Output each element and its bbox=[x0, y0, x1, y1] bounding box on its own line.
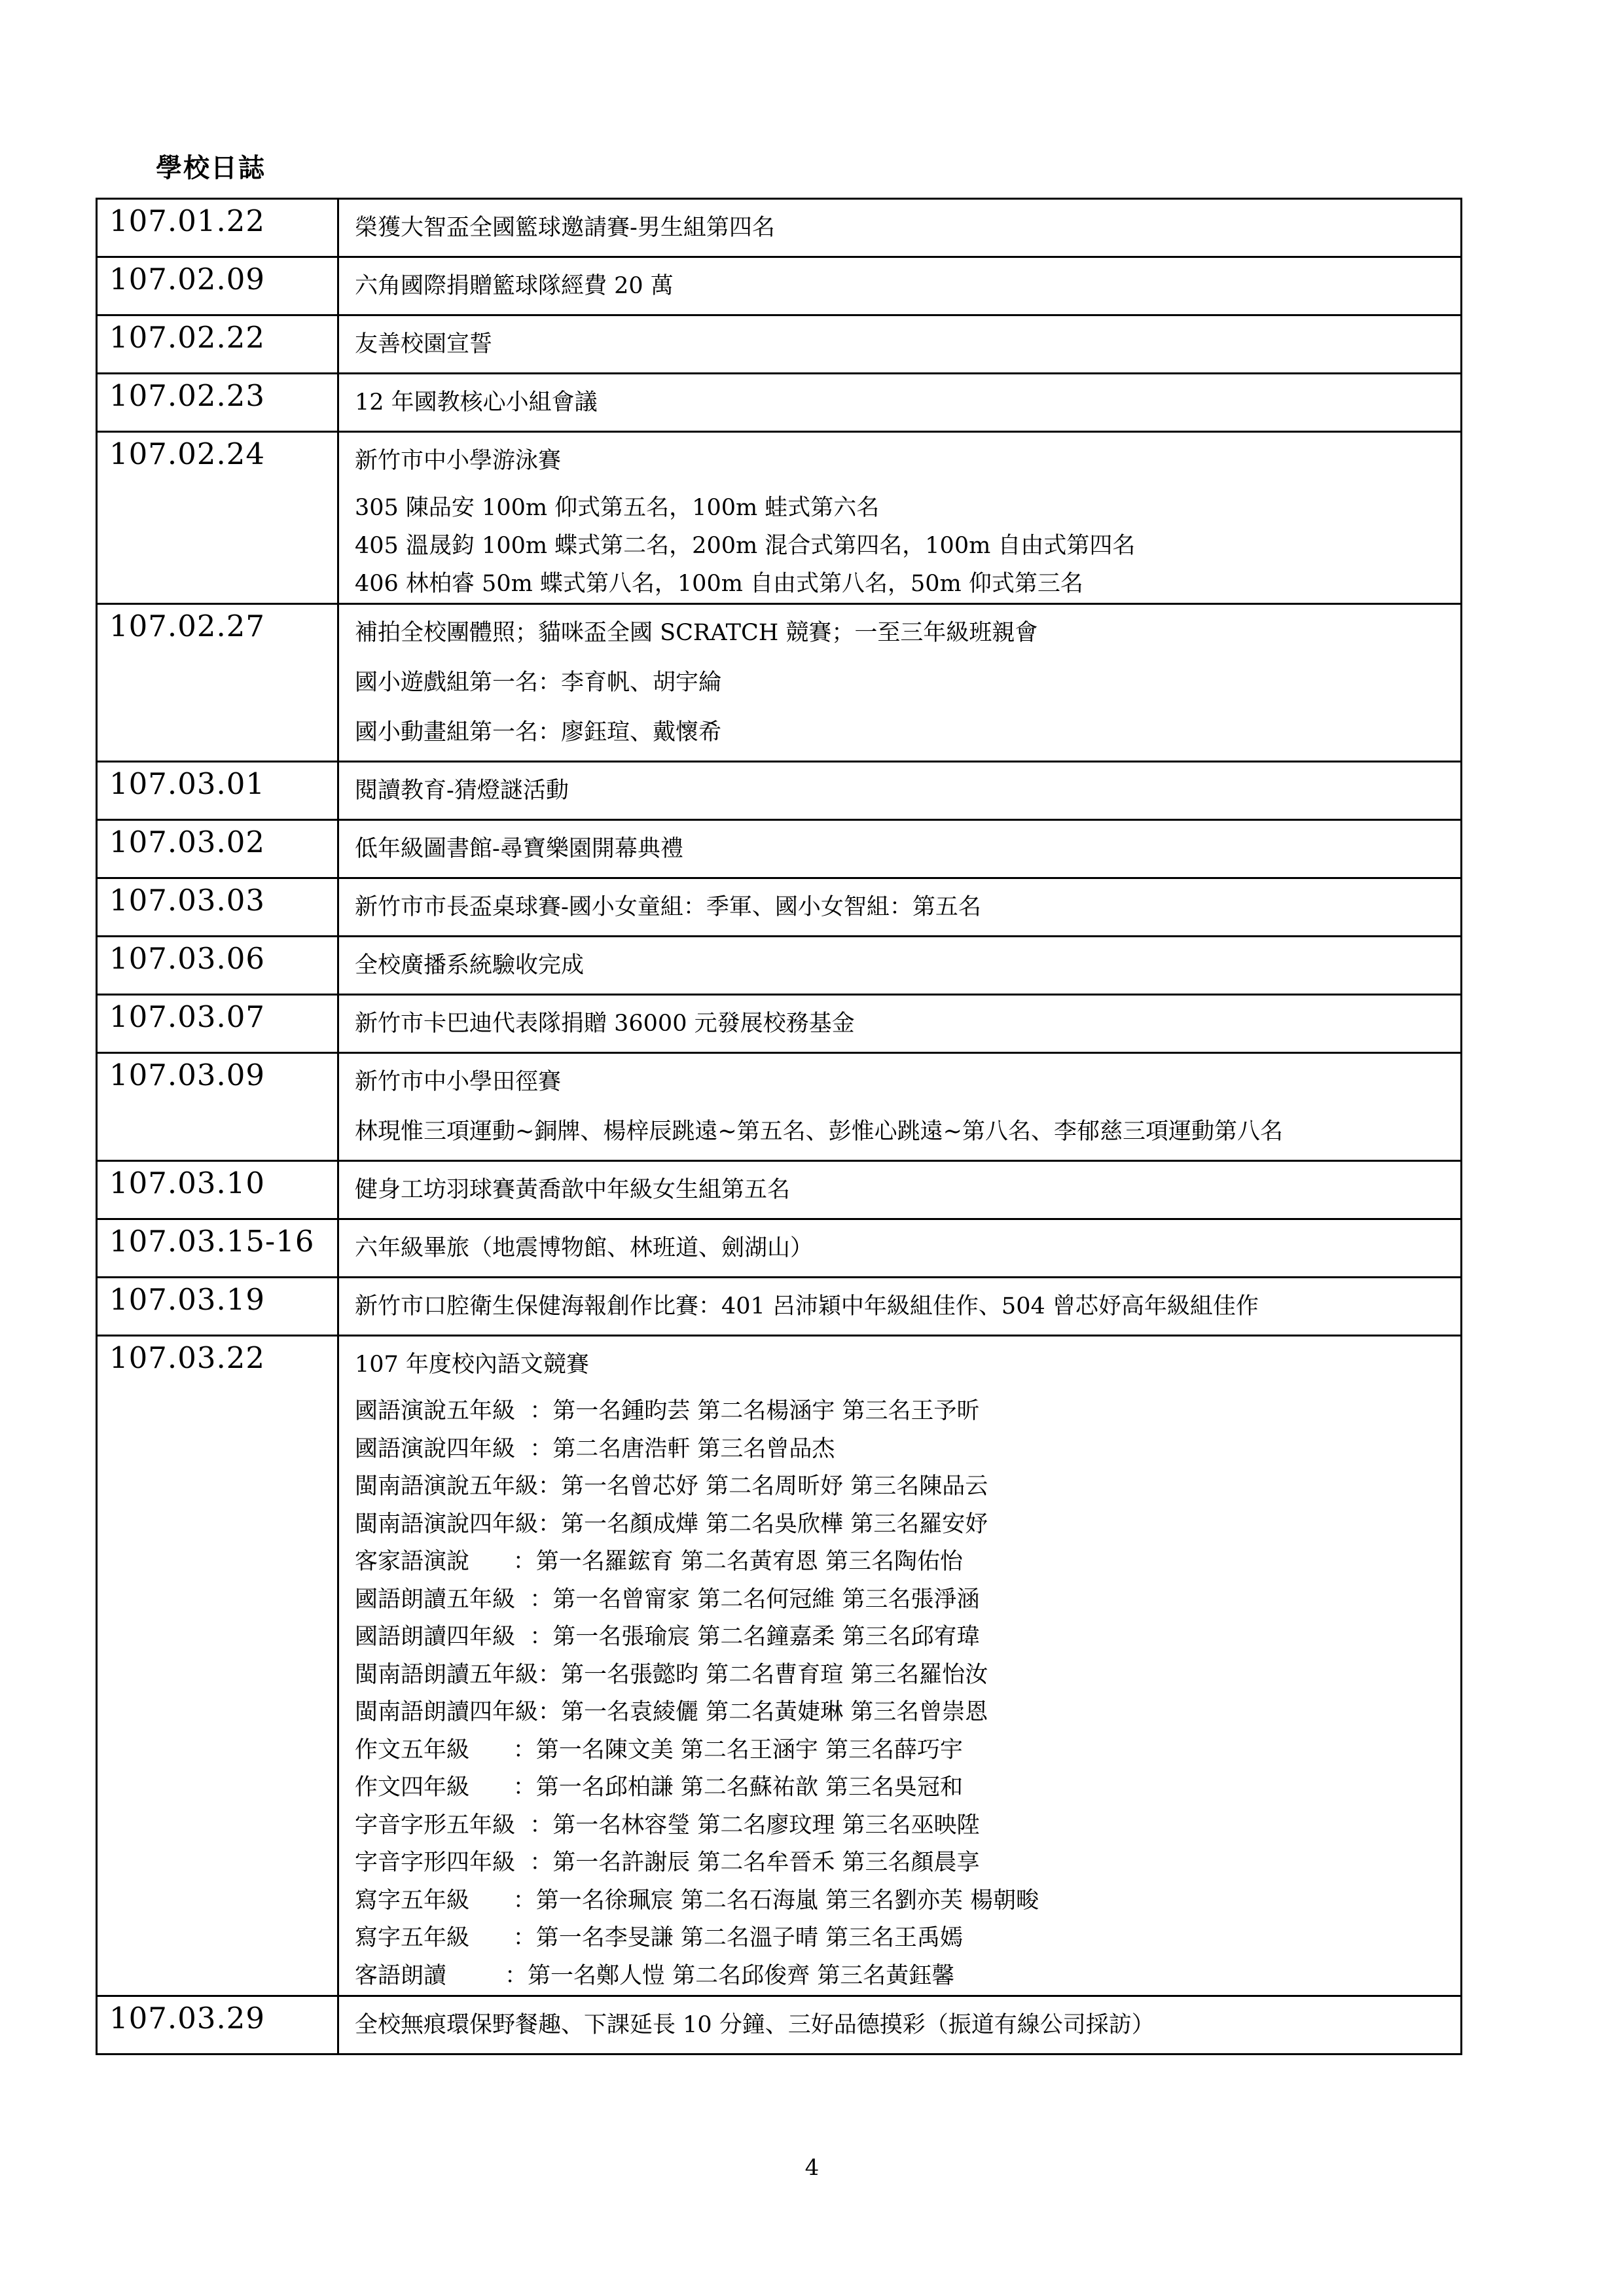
competition-result: 字音字形五年級 ：第一名林容瑩 第二名廖玟理 第三名巫映陞 bbox=[355, 1812, 980, 1839]
entry-event bbox=[338, 432, 1462, 604]
page-number: 4 bbox=[804, 2155, 820, 2181]
competition-category: 客語朗讀 bbox=[355, 1962, 505, 1989]
entry-event bbox=[338, 1996, 1462, 2054]
event-line: 榮獲大智盃全國籃球邀請賽-男生組第四名 bbox=[355, 215, 775, 241]
entry-event bbox=[338, 1336, 1462, 1996]
entry-date: 107.03.03 bbox=[97, 878, 338, 937]
competition-result: 閩南語朗讀四年級：第一名袁綾儷 第二名黃婕琳 第三名曾崇恩 bbox=[355, 1699, 988, 1725]
entry-date: 107.03.22 bbox=[97, 1336, 338, 1996]
table-row bbox=[97, 199, 1462, 257]
event-line: 補拍全校團體照；貓咪盃全國 SCRATCH 競賽；一至三年級班親會 bbox=[355, 620, 1038, 646]
competition-result: 客語朗讀 ：第一名鄭人愷 第二名邱俊齊 第三名黃鈺馨 bbox=[355, 1962, 955, 1989]
entry-event bbox=[338, 762, 1462, 820]
competition-winners: 第一名徐珮宸 第二名石海嵐 第三名劉亦芙 楊朝畯 bbox=[535, 1887, 1039, 1914]
school-log-table bbox=[96, 198, 1462, 2055]
competition-winners: 第二名唐浩軒 第三名曾品杰 bbox=[552, 1435, 835, 1462]
competition-category: 國語演說五年級 bbox=[355, 1398, 530, 1424]
entry-event bbox=[338, 1053, 1462, 1161]
event-line: 六角國際捐贈籃球隊經費 20 萬 bbox=[355, 273, 674, 299]
competition-result: 客家語演說 ：第一名羅鋐育 第二名黃宥恩 第三名陶佑怡 bbox=[355, 1549, 964, 1575]
table-row bbox=[97, 762, 1462, 820]
table-row bbox=[97, 604, 1462, 762]
competition-winners: 第一名林容瑩 第二名廖玟理 第三名巫映陞 bbox=[552, 1812, 980, 1839]
competition-result: 字音字形四年級 ：第一名許謝辰 第二名牟晉禾 第三名顏晨享 bbox=[355, 1850, 980, 1876]
competition-result: 閩南語演說四年級：第一名顏成燁 第二名吳欣樺 第三名羅安妤 bbox=[355, 1511, 988, 1537]
table-row bbox=[97, 1161, 1462, 1219]
competition-winners: 第一名羅鋐育 第二名黃宥恩 第三名陶佑怡 bbox=[535, 1549, 964, 1575]
competition-result: 國語朗讀五年級 ：第一名曾甯家 第二名何冠維 第三名張淨涵 bbox=[355, 1586, 980, 1613]
competition-winners: 第一名曾芯妤 第二名周昕妤 第三名陳品云 bbox=[561, 1473, 988, 1499]
table-row bbox=[97, 995, 1462, 1053]
competition-winners: 第一名顏成燁 第二名吳欣樺 第三名羅安妤 bbox=[561, 1511, 988, 1537]
competition-category: 客家語演說 bbox=[355, 1549, 513, 1575]
entry-event bbox=[338, 1219, 1462, 1278]
event-detail-line: 406 林柏睿 50m 蝶式第八名，100m 自由式第八名，50m 仰式第三名 bbox=[355, 571, 1083, 597]
competition-result: 國語朗讀四年級 ：第一名張瑜宸 第二名鐘嘉柔 第三名邱宥瑋 bbox=[355, 1624, 980, 1650]
competition-winners: 第一名曾甯家 第二名何冠維 第三名張淨涵 bbox=[552, 1586, 980, 1613]
entry-date: 107.03.29 bbox=[97, 1996, 338, 2054]
event-line: 新竹市中小學游泳賽 bbox=[355, 448, 562, 474]
event-line: 新竹市市長盃桌球賽-國小女童組：季軍、國小女智組：第五名 bbox=[355, 894, 981, 920]
event-line: 林現惟三項運動~銅牌、楊梓辰跳遠~第五名、彭惟心跳遠~第八名、李郁慈三項運動第八名 bbox=[355, 1119, 1283, 1145]
competition-result: 寫字五年級 ：第一名李旻謙 第二名溫子晴 第三名王禹嫣 bbox=[355, 1925, 964, 1951]
entry-date: 107.03.10 bbox=[97, 1161, 338, 1219]
table-row bbox=[97, 315, 1462, 374]
event-line: 新竹市中小學田徑賽 bbox=[355, 1069, 562, 1095]
table-row bbox=[97, 374, 1462, 432]
event-line: 12 年國教核心小組會議 bbox=[355, 389, 598, 416]
table-row bbox=[97, 432, 1462, 604]
competition-category: 作文四年級 bbox=[355, 1774, 513, 1801]
competition-winners: 第一名邱柏謙 第二名蘇祐歆 第三名吳冠和 bbox=[535, 1774, 964, 1801]
entry-event bbox=[338, 995, 1462, 1053]
competition-result: 國語演說五年級 ：第一名鍾昀芸 第二名楊涵宇 第三名王予昕 bbox=[355, 1398, 980, 1424]
competition-result: 作文四年級 ：第一名邱柏謙 第二名蘇祐歆 第三名吳冠和 bbox=[355, 1774, 964, 1801]
entry-event bbox=[338, 878, 1462, 937]
competition-winners: 第一名張瑜宸 第二名鐘嘉柔 第三名邱宥瑋 bbox=[552, 1624, 980, 1650]
table-row bbox=[97, 937, 1462, 995]
entry-event bbox=[338, 315, 1462, 374]
table-row bbox=[97, 1278, 1462, 1336]
event-line: 國小動畫組第一名：廖鈺瑄、戴懷希 bbox=[355, 719, 722, 745]
entry-date: 107.02.23 bbox=[97, 374, 338, 432]
competition-result: 閩南語朗讀五年級：第一名張懿昀 第二名曹育瑄 第三名羅怡汝 bbox=[355, 1661, 988, 1688]
competition-category: 字音字形五年級 bbox=[355, 1812, 530, 1839]
entry-event bbox=[338, 820, 1462, 878]
event-line: 閱讀教育-猜燈謎活動 bbox=[355, 778, 569, 804]
competition-result: 閩南語演說五年級：第一名曾芯妤 第二名周昕妤 第三名陳品云 bbox=[355, 1473, 988, 1499]
competition-category: 作文五年級 bbox=[355, 1736, 513, 1763]
competition-winners: 第一名張懿昀 第二名曹育瑄 第三名羅怡汝 bbox=[561, 1661, 988, 1688]
entry-event bbox=[338, 257, 1462, 315]
event-line: 全校無痕環保野餐趣、下課延長 10 分鐘、三好品德摸彩（振道有線公司採訪） bbox=[355, 2012, 1155, 2038]
event-detail-line: 305 陳品安 100m 仰式第五名，100m 蛙式第六名 bbox=[355, 495, 880, 521]
entry-date: 107.02.24 bbox=[97, 432, 338, 604]
event-detail-line: 405 溫晟鈞 100m 蝶式第二名，200m 混合式第四名，100m 自由式第四名 bbox=[355, 533, 1136, 559]
entry-date: 107.03.19 bbox=[97, 1278, 338, 1336]
competition-winners: 第一名許謝辰 第二名牟晉禾 第三名顏晨享 bbox=[552, 1850, 980, 1876]
competition-winners: 第一名袁綾儷 第二名黃婕琳 第三名曾崇恩 bbox=[561, 1699, 988, 1725]
table-row bbox=[97, 257, 1462, 315]
competition-result: 國語演說四年級 ：第二名唐浩軒 第三名曾品杰 bbox=[355, 1435, 835, 1462]
competition-winners: 第一名李旻謙 第二名溫子晴 第三名王禹嫣 bbox=[535, 1925, 964, 1951]
table-row bbox=[97, 1053, 1462, 1161]
entry-date: 107.03.02 bbox=[97, 820, 338, 878]
event-line: 全校廣播系統驗收完成 bbox=[355, 952, 585, 978]
entry-event bbox=[338, 1161, 1462, 1219]
entry-date: 107.03.07 bbox=[97, 995, 338, 1053]
event-line: 低年級圖書館-尋寶樂園開幕典禮 bbox=[355, 836, 683, 862]
competition-category: 國語朗讀四年級 bbox=[355, 1624, 530, 1650]
competition-category: 國語演說四年級 bbox=[355, 1435, 530, 1462]
competition-category: 寫字五年級 bbox=[355, 1925, 513, 1951]
competition-category: 閩南語演說五年級 bbox=[355, 1473, 539, 1499]
entry-event bbox=[338, 1278, 1462, 1336]
entry-event bbox=[338, 199, 1462, 257]
entry-date: 107.01.22 bbox=[97, 199, 338, 257]
competition-result: 寫字五年級 ：第一名徐珮宸 第二名石海嵐 第三名劉亦芙 楊朝畯 bbox=[355, 1887, 1039, 1914]
event-line: 六年級畢旅（地震博物館、林班道、劍湖山） bbox=[355, 1235, 814, 1261]
competition-category: 閩南語演說四年級 bbox=[355, 1511, 539, 1537]
entry-date: 107.03.01 bbox=[97, 762, 338, 820]
entry-event bbox=[338, 374, 1462, 432]
competition-category: 閩南語朗讀四年級 bbox=[355, 1699, 539, 1725]
event-line: 友善校園宣誓 bbox=[355, 331, 493, 357]
entry-date: 107.02.22 bbox=[97, 315, 338, 374]
table-row bbox=[97, 1996, 1462, 2054]
entry-event bbox=[338, 937, 1462, 995]
entry-date: 107.03.15-16 bbox=[97, 1219, 338, 1278]
entry-event bbox=[338, 604, 1462, 762]
competition-category: 字音字形四年級 bbox=[355, 1850, 530, 1876]
competition-result: 作文五年級 ：第一名陳文美 第二名王涵宇 第三名薛巧宇 bbox=[355, 1736, 964, 1763]
table-row bbox=[97, 878, 1462, 937]
table-row bbox=[97, 1336, 1462, 1996]
competition-category: 寫字五年級 bbox=[355, 1887, 513, 1914]
event-line: 新竹市口腔衛生保健海報創作比賽：401 呂沛穎中年級組佳作、504 曾芯妤高年級組佳作 bbox=[355, 1293, 1259, 1319]
event-line: 健身工坊羽球賽黃喬歆中年級女生組第五名 bbox=[355, 1177, 791, 1203]
entry-date: 107.03.06 bbox=[97, 937, 338, 995]
competition-winners: 第一名鍾昀芸 第二名楊涵宇 第三名王予昕 bbox=[552, 1398, 980, 1424]
entry-date: 107.02.27 bbox=[97, 604, 338, 762]
entry-date: 107.03.09 bbox=[97, 1053, 338, 1161]
event-line: 新竹市卡巴迪代表隊捐贈 36000 元發展校務基金 bbox=[355, 1011, 855, 1037]
page-title: 學校日誌 bbox=[156, 152, 266, 183]
competition-category: 國語朗讀五年級 bbox=[355, 1586, 530, 1613]
competition-category: 閩南語朗讀五年級 bbox=[355, 1661, 539, 1688]
table-row bbox=[97, 820, 1462, 878]
entry-date: 107.02.09 bbox=[97, 257, 338, 315]
event-line: 國小遊戲組第一名：李育帆、胡宇綸 bbox=[355, 670, 722, 696]
event-line: 107 年度校內語文競賽 bbox=[355, 1352, 589, 1378]
table-row bbox=[97, 1219, 1462, 1278]
competition-winners: 第一名鄭人愷 第二名邱俊齊 第三名黃鈺馨 bbox=[528, 1962, 955, 1989]
competition-winners: 第一名陳文美 第二名王涵宇 第三名薛巧宇 bbox=[535, 1736, 964, 1763]
